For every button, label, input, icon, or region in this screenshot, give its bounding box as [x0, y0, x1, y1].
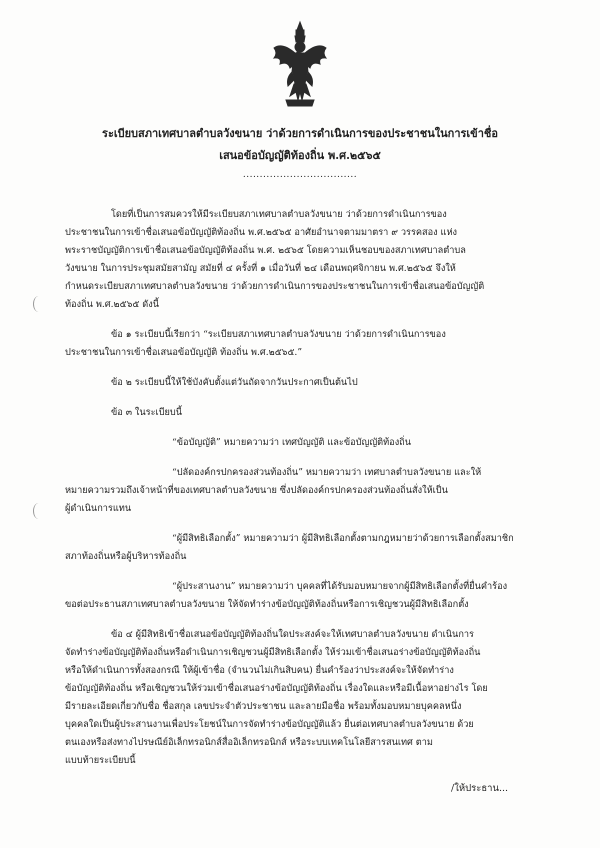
definition-voter-line-1: “ผู้มีสิทธิเลือกตั้ง” หมายความว่า ผู้มีสิทธิเลือกตั้งตามกฎหมายว่าด้วยการเลือกตั้งสมาชิก — [172, 533, 514, 544]
preamble-line-5: กำหนดระเบียบสภาเทศบาลตำบลวังขนาย ว่าด้วยการดำเนินการของประชาชนในการเข้าชื่อเสนอข้อบัญญัติ — [65, 281, 485, 292]
clause-4-line-2: จัดทำร่างข้อบัญญัติท้องถิ่นหรือดำเนินการเชิญชวนผู้มีสิทธิเลือกตั้ง ให้ร่วมเข้าชื่อเสนอร่างข้อบัญญัติท้องถิ่น — [65, 647, 481, 658]
garuda-emblem-icon — [268, 20, 332, 110]
definition-coordinator-line-1: “ผู้ประสานงาน” หมายความว่า บุคคลที่ได้รับมอบหมายจากผู้มีสิทธิเลือกตั้งที่ยื่นคำร้อง — [172, 581, 508, 592]
clause-4-line-8: แบบท้ายระเบียบนี้ — [65, 755, 136, 766]
clause-1-line-2: ประชาชนในการเข้าชื่อเสนอข้อบัญญัติ ท้องถิ่น พ.ศ.๒๕๖๕.” — [65, 347, 303, 358]
clause-3: ข้อ ๓ ในระเบียบนี้ — [111, 407, 183, 418]
definition-org-line-3: ผู้ดำเนินการแทน — [65, 503, 132, 514]
definition-org-line-1: “ปลัดองค์กรปกครองส่วนท้องถิ่น” หมายความว่า เทศบาลตำบลวังขนาย และให้ — [172, 467, 482, 478]
preamble-line-1: โดยที่เป็นการสมควรให้มีระเบียบสภาเทศบาลตำบลวังขนาย ว่าด้วยการดำเนินการของ — [111, 209, 447, 220]
clause-4-line-1: ข้อ ๔ ผู้มีสิทธิเข้าชื่อเสนอข้อบัญญัติท้องถิ่นใดประสงค์จะให้เทศบาลตำบลวังขนาย ดำเนินการ — [111, 629, 474, 640]
punch-hole-mark — [33, 503, 44, 519]
clause-4-line-4: ข้อบัญญัติท้องถิ่น หรือเชิญชวนให้ร่วมเข้าชื่อเสนอร่างข้อบัญญัติท้องถิ่น เรื่องใดและหรือมีเนื้อหาอย่างไร โดย — [65, 683, 488, 694]
continuation-marker: /ให้ประธาน... — [451, 783, 509, 794]
clause-2: ข้อ ๒ ระเบียบนี้ให้ใช้บังคับตั้งแต่วันถัดจากวันประกาศเป็นต้นไป — [111, 377, 358, 388]
preamble-line-6: ท้องถิ่น พ.ศ.๒๕๖๕ ดังนี้ — [65, 299, 160, 310]
title-line-2: เสนอข้อบัญญัติท้องถิ่น พ.ศ.๒๕๖๕ — [219, 149, 381, 162]
definition-org-line-2: หมายความรวมถึงเจ้าหน้าที่ของเทศบาลตำบลวังขนาย ซึ่งปลัดองค์กรปกครองส่วนท้องถิ่นสั่งให้เป็น — [65, 485, 448, 496]
preamble-line-4: วังขนาย ในการประชุมสมัยสามัญ สมัยที่ ๔ ครั้งที่ ๑ เมื่อวันที่ ๒๔ เดือนพฤศจิกายน พ.ศ.๒๕๖๕ จึงให้ — [65, 263, 456, 274]
clause-4-line-6: บุคคลใดเป็นผู้ประสานงานเพื่อประโยชน์ในการจัดทำร่างข้อบัญญัติแล้ว ยื่นต่อเทศบาลตำบลวังขนาย ด้วย — [65, 719, 474, 730]
definition-voter-line-2: สภาท้องถิ่นหรือผู้บริหารท้องถิ่น — [65, 551, 187, 562]
title-separator: .................................. — [242, 170, 358, 180]
definition-ordinance: “ข้อบัญญัติ” หมายความว่า เทศบัญญัติ และข้อบัญญัติท้องถิ่น — [172, 437, 412, 448]
preamble-line-2: ประชาชนในการเข้าชื่อเสนอข้อบัญญัติท้องถิ่น พ.ศ.๒๕๖๕ อาศัยอำนาจตามมาตรา ๙ วรรคสอง แห่ง — [65, 227, 458, 238]
clause-4-line-7: ตนเองหรือส่งทางไปรษณีย์อิเล็กทรอนิกส์สื่ออิเล็กทรอนิกส์ หรือระบบเทคโนโลยีสารสนเทศ ตาม — [65, 737, 433, 748]
clause-4-line-3: หรือให้ดำเนินการทั้งสองกรณี ให้ผู้เข้าชื่อ (จำนวนไม่เกินสิบคน) ยื่นคำร้องว่าประสงค์จะให้จัดทำร่าง — [65, 665, 454, 676]
preamble-line-3: พระราชบัญญัติการเข้าชื่อเสนอข้อบัญญัติท้องถิ่น พ.ศ. ๒๕๖๕ โดยความเห็นชอบของสภาเทศบาลตำบล — [65, 245, 466, 256]
title-line-1: ระเบียบสภาเทศบาลตำบลวังขนาย ว่าด้วยการดำเนินการของประชาชนในการเข้าชื่อ — [102, 127, 498, 140]
document-title — [60, 123, 540, 167]
definition-coordinator-line-2: ขอต่อประธานสภาเทศบาลตำบลวังขนาย ให้จัดทำร่างข้อบัญญัติท้องถิ่นหรือการเชิญชวนผู้มีสิทธิเลือกตั้ง — [65, 599, 469, 610]
clause-4-line-5: มีรายละเอียดเกี่ยวกับชื่อ ชื่อสกุล เลขประจำตัวประชาชน และลายมือชื่อ พร้อมทั้งมอบหมายบุคคลหนึ่ง — [65, 701, 462, 712]
punch-hole-mark — [33, 296, 44, 312]
clause-1-line-1: ข้อ ๑ ระเบียบนี้เรียกว่า “ระเบียบสภาเทศบาลตำบลวังขนาย ว่าด้วยการดำเนินการของ — [111, 329, 446, 340]
